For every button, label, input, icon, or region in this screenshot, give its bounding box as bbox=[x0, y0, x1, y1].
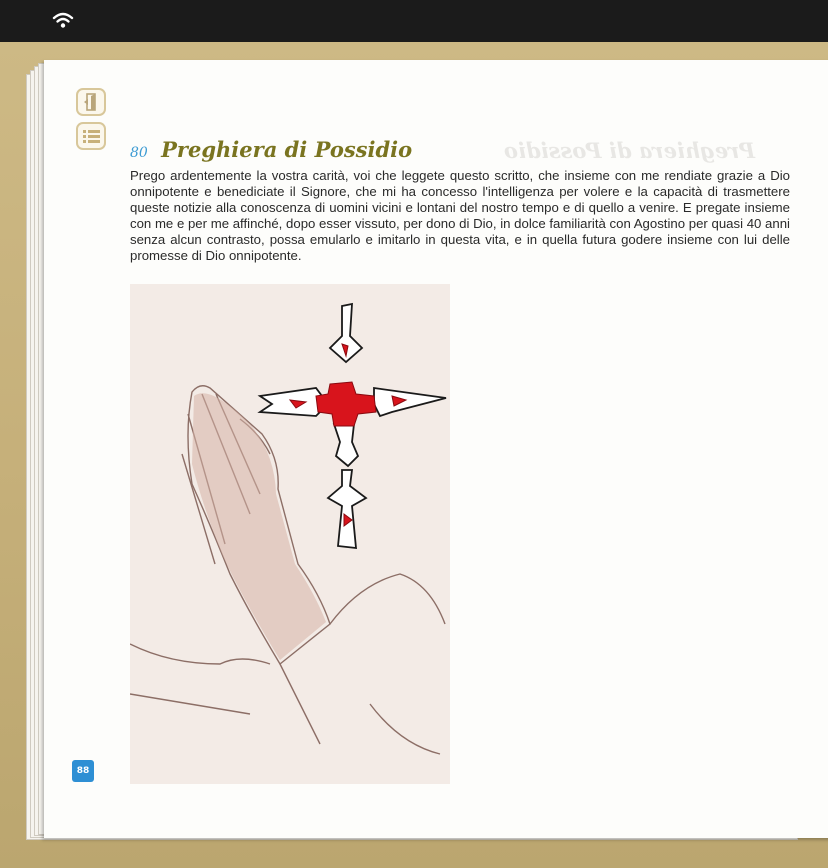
page-number-badge[interactable]: 88 bbox=[72, 760, 94, 782]
exit-door-icon bbox=[78, 90, 104, 114]
article-body: Prego ardentemente la vostra carità, voi che leggete questo scritto, che insieme con me rendiate grazie a Dio onnipotente e benediciate il Signore, che mi ha concesso l'intelligenza per volere e la capacità di trasmettere queste notizie alla conoscenza di uomini vicini e lontani del nostro tempo e di quello a venire. E pregate insieme con me e per me affinché, dopo esser vissuto, per dono di Dio, in dolce familiarità con Agostino per quasi 40 anni senza alcun contrasto, possa emularlo e imitarlo in questa vita, e in quella futura godere insieme con lui delle promesse di Dio onnipotente. bbox=[130, 168, 790, 263]
exit-button[interactable] bbox=[76, 88, 106, 116]
status-bar bbox=[0, 0, 828, 42]
list-menu-icon bbox=[78, 124, 104, 148]
wifi-icon bbox=[52, 10, 74, 32]
book-page bbox=[44, 60, 828, 838]
article-number: 80 bbox=[130, 145, 148, 161]
article-title: Preghiera di Possidio bbox=[161, 137, 413, 162]
praying-hands-illustration bbox=[130, 284, 450, 784]
bleed-through-text: Preghiera di Possidio bbox=[504, 138, 755, 163]
menu-button[interactable] bbox=[76, 122, 106, 150]
article-heading bbox=[130, 136, 412, 167]
praying-hands-drawing bbox=[130, 284, 450, 784]
